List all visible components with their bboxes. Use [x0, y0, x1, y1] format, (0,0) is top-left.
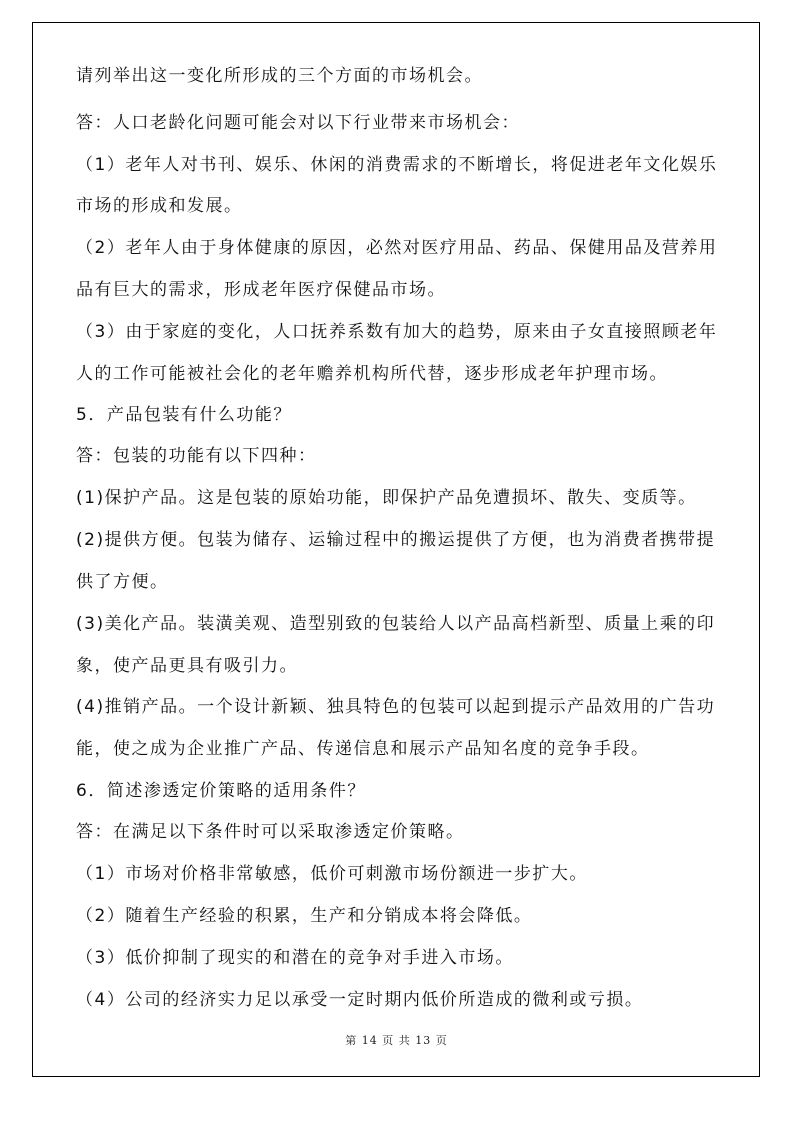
text-line: （1）市场对价格非常敏感，低价可刺激市场份额进一步扩大。 — [76, 864, 588, 884]
text-line: 象，使产品更具有吸引力。 — [76, 656, 298, 676]
page-footer: 第 14 页 共 13 页 — [345, 1034, 448, 1047]
text-line: （1）老年人对书刊、娱乐、休闲的消费需求的不断增长，将促进老年文化娱乐 — [76, 155, 718, 175]
text-line: (1)保护产品。这是包装的原始功能，即保护产品免遭损坏、散失、变质等。 — [76, 488, 697, 508]
text-line: 供了方便。 — [76, 572, 169, 592]
text-line: 人的工作可能被社会化的老年赡养机构所代替，逐步形成老年护理市场。 — [76, 364, 668, 384]
text-line: （2）老年人由于身体健康的原因，必然对医疗用品、药品、保健用品及营养用 — [76, 238, 718, 258]
text-line: 请列举出这一变化所形成的三个方面的市场机会。 — [76, 66, 483, 86]
text-line: 品有巨大的需求，形成老年医疗保健品市场。 — [76, 280, 446, 300]
question-heading: 6．简述渗透定价策略的适用条件？ — [76, 781, 366, 801]
text-line: （3）低价抑制了现实的和潜在的竞争对手进入市场。 — [76, 948, 514, 968]
text-line: (4)推销产品。一个设计新颖、独具特色的包装可以起到提示产品效用的广告功 — [76, 697, 716, 717]
text-line: （4）公司的经济实力足以承受一定时期内低价所造成的微利或亏损。 — [76, 990, 644, 1010]
text-line: 答：人口老龄化问题可能会对以下行业带来市场机会： — [76, 113, 520, 133]
text-line: (3)美化产品。装潢美观、造型别致的包装给人以产品高档新型、质量上乘的印 — [76, 614, 716, 634]
text-line: 市场的形成和发展。 — [76, 196, 243, 216]
text-line: 答：在满足以下条件时可以采取渗透定价策略。 — [76, 822, 465, 842]
text-line: （3）由于家庭的变化，人口抚养系数有加大的趋势，原来由子女直接照顾老年 — [76, 322, 718, 342]
text-line: 答：包装的功能有以下四种： — [76, 446, 317, 466]
text-line: 能，使之成为企业推广产品、传递信息和展示产品知名度的竞争手段。 — [76, 739, 650, 759]
question-heading: 5．产品包装有什么功能？ — [76, 405, 292, 425]
text-line: （2）随着生产经验的积累，生产和分销成本将会降低。 — [76, 906, 533, 926]
text-line: (2)提供方便。包装为储存、运输过程中的搬运提供了方便，也为消费者携带提 — [76, 530, 716, 550]
